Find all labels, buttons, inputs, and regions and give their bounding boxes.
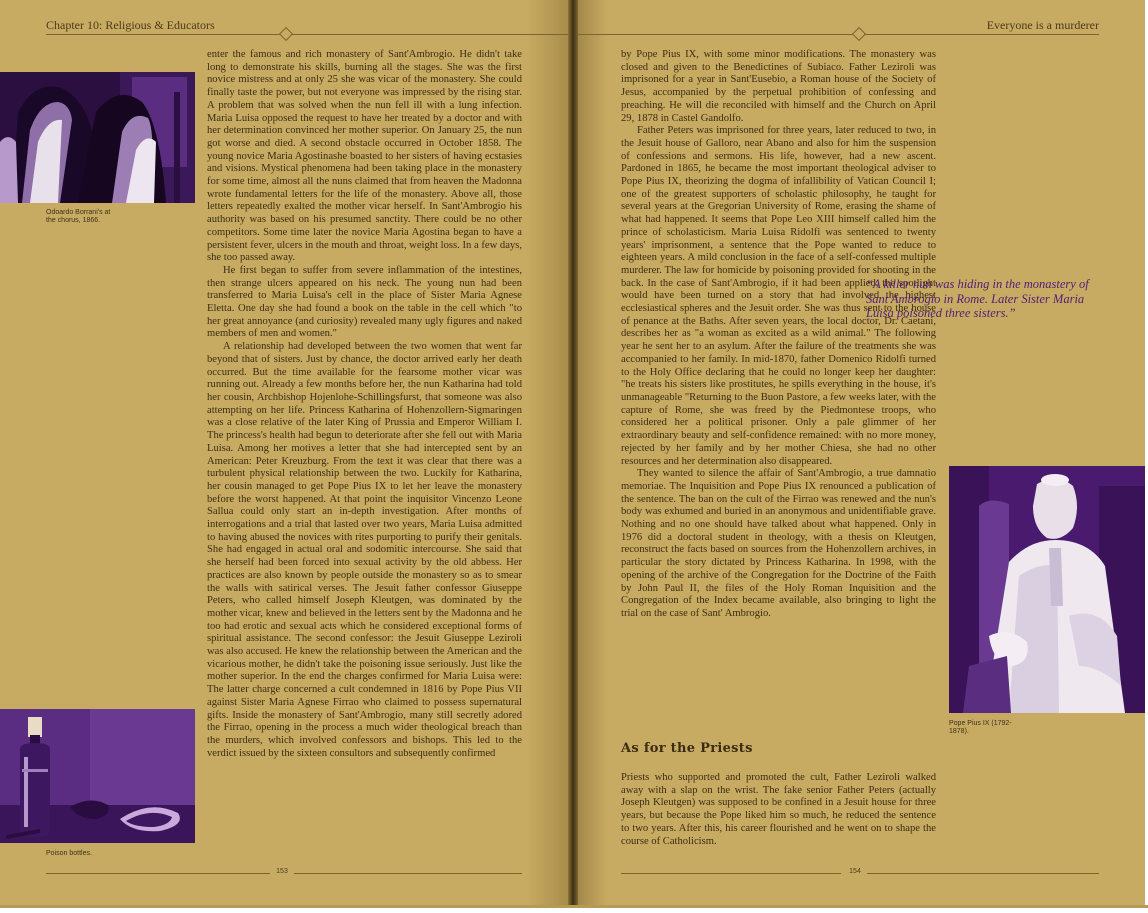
page-number: 154 bbox=[849, 868, 861, 875]
footer-rule bbox=[46, 873, 270, 874]
pope-portrait-image bbox=[949, 466, 1145, 713]
left-body-column bbox=[207, 49, 522, 864]
header-rule bbox=[46, 34, 280, 35]
section-heading: As for the Priests bbox=[621, 741, 753, 756]
header-rule bbox=[291, 34, 572, 35]
page-number: 153 bbox=[276, 868, 288, 875]
section-body bbox=[621, 772, 936, 862]
poison-bottles-image bbox=[0, 709, 195, 843]
chorus-caption: Odoardo Borrani's at the chorus, 1866. bbox=[46, 209, 111, 224]
body-paragraph: enter the famous and rich monastery of Sant'Ambrogio. He didn't take long to demonstrate his skills, burning all the stages. She was the first novice mistress and at only 25 she was vicar of the monastery. She could finally taste the power, but not everyone was impressed by the rising star. A problem that was solved when the nun fell ill with a lung infection. Maria Luisa opposed the request to have her treated by a doctor and with her determination convinced her mother superior. On January 25, the nun got worse and died. A second obstacle occurred in October 1858. The young novice Maria Agostinashe boasted to her sisters of having ecstasies and visions. Mystical phenomena had been taking place in the monastery for some time, almost all the nuns claimed that from heaven the Madonna wrote fundamental letters for the life of the monastery. Above all, those letters repeatedly exalted the mother vicar herself. In Sant'Ambrogio his authority was based on his presumed sanctity. There could be no other competitors. Some time later the novice Maria Agostina began to have a persistent fever, ulcers in the mouth and throat, weight loss. In a few days, she too passed away. bbox=[207, 49, 522, 264]
body-paragraph: by Pope Pius IX, with some minor modifications. The monastery was closed and given to the Benedictines of Subiaco. Father Leziroli was imprisoned for a year in Sant'Eusebio, a Roman house of the Society of Jesus, accompanied by the perpetual prohibition of confessing and preaching. He will die reconciled with himself and the Church on April 29, 1878 in Castel Gandolfo. bbox=[621, 49, 936, 124]
body-paragraph: Priests who supported and promoted the cult, Father Leziroli walked away with a slap on the wrist. The fake senior Father Peters (actually Joseph Kleutgen) was supposed to be confined in a Jesuit house for three years, but because the Pope liked him so much, he reduced the sentence to two years. After this, his career flourished and he went on to shape the course of Catholicism. bbox=[621, 772, 936, 847]
bottles-caption: Poison bottles. bbox=[46, 850, 92, 857]
right-body-column bbox=[621, 49, 936, 715]
footer-rule bbox=[867, 873, 1099, 874]
book-gutter bbox=[568, 0, 578, 908]
header-rule bbox=[864, 34, 1099, 35]
footer-rule bbox=[294, 873, 522, 874]
left-page bbox=[0, 0, 572, 908]
header-rule bbox=[573, 34, 853, 35]
pull-quote: “A killer nun was hiding in the monastery of Sant'Ambrogio in Rome. Later Sister Maria Luisa poisoned three sisters.” bbox=[866, 277, 1089, 320]
running-head: Chapter 10: Religious & Educators bbox=[46, 18, 215, 32]
running-head: Everyone is a murderer bbox=[986, 18, 1099, 32]
right-page bbox=[573, 0, 1145, 908]
body-paragraph: A relationship had developed between the two women that went far beyond that of sisters. Just by chance, the doctor arrived early her death occurred. But the time available for the fearsome mother vicar was running out. Already a few months before her, the nun Katharina had told her cousin, Archbishop Hojenlohe-Schillingsfurst, that someone was also attempting on her life. Princess Katharina of Hohenzollern-Sigmaringen was a close relative of the later King of Prussia and Emperor William I. The princess's health had begun to deteriorate after she fell out with Maria Luisa. Among her motives a letter that she had intercepted sent by an American: Peter Kreuzburg. From the text it was clear that there was a turbulent physical relationship between the two. Luckily for Katharina, her cousin managed to get Pope Pius IX to let her leave the monastery before the worst happened. At that point the inquisitor Vincenzo Leone Sallua could only start an in-depth investigation. After months of interrogations and a trial that lasted over two years, Maria Luisa admitted to having abused the novices with rites purporting to purify their genitals. She had engaged in actual oral and sodomitic intercourse. She said that she herself had been forced into sexual activity by the old abbess. Her practices are also known by people outside the monastery so as to smear the walls with satirical verses. The Jesuit father confessor Giuseppe Peters, who called himself Joseph Kleutgen, was dominated by the mother vicar, knew and believed in the letters sent by the Madonna and he too had erotic and sexual acts which he considered exceptional forms of spiritual assistance. The second confessor: the Jesuit Giuseppe Leziroli was also accused. He knew the relationship between the American and the vicarious mother, he didn't take the poisoning issue seriously. Just like the mother superior. In the end the charges confirmed for Maria Luisa were: The latter charge concerned a cult condemned in 1816 by Pope Pius VII against Sister Maria Agnese Firrao who claimed to possess supernatural gifts. Inside the monastery of Sant'Ambrogio, many still secretly adored the Firrao, opening in the process a much wider theological breach than the murders, which involved confessors and bishops. This led to the verdict issued by the sixteen consultors and subsequently confirmed bbox=[207, 341, 522, 759]
footer-rule bbox=[621, 873, 841, 874]
pope-caption: Pope Pius IX (1792-1878). bbox=[949, 720, 1012, 735]
body-paragraph: Father Peters was imprisoned for three years, later reduced to two, in the Jesuit house of Galloro, near Abano and also for him the suspension of confessions and sermons. His life, however, had a new ascent. Pardoned in 1865, he became the most important theological adviser to Pope Pius IX, theorizing the dogma of infallibility of Vatican Council I; one of the greatest supporters of scholastic philosophy, he taught for several years at the Gregorian University of Rome, erasing the shame of what had happened. It seems that Pope Leo XIII himself called him the prince of scholasticism. Maria Luisa Ridolfi was sentenced to twenty years' imprisonment, a sentence that the Pope wanted to reduce to eighteen years. A mild conclusion in the face of a self-confessed multiple murderer. The law for homicide by poisoning provided for shooting in the back. In the case of Sant'Ambrogio, if it had been applied, the spotlight would have been turned on a story that had involved the highest ecclesiastical spheres and the Jesuit order. She was thus sent to the house of penance at the Baths. After seven years, the local doctor, Dr. Caetani, describes her as "a woman as excited as a wild animal." The following year he sent her to an asylum. After the failure of the treatments she was accompanied to her family. In mid-1870, father Domenico Ridolfi turned to the Holy Office declaring that he could no longer keep her daughter: "he treats his sisters like prostitutes, he spills everything in the house, it's unmanageable "Returning to the Buon Pastore, a few weeks later, with the capture of Rome, she was freed by the Piedmontese troops, who considered her a political prisoner. Only a pale glimmer of her extraordinary beauty and self-confidence remained: with no more money, rejected by her family and by her mother Chiesa, she had no other resources and her determination also disappeared. bbox=[621, 125, 936, 467]
chorus-painting-image bbox=[0, 72, 195, 203]
body-paragraph: He first began to suffer from severe inflammation of the intestines, then strange ulcers appeared on his neck. The young nun had been transferred to Maria Luisa's cell in the place of Sister Maria Agnese Eletta. One day she had found a book on the table in the cell which "to her great annoyance (and curiosity) revealed many ugly figures and naked members of men and women." bbox=[207, 264, 522, 340]
page-edge bbox=[0, 905, 1148, 908]
body-paragraph: They wanted to silence the affair of Sant'Ambrogio, a true damnatio memoriae. The Inquisition and Pope Pius IX renounced a publication of the sentence. The ban on the cult of the Firrao was renewed and the nun's body was exhumed and buried in an anonymous and unidentifiable grave. Nothing and no one should have talked about what happened. Only in 1976 did a doctoral student in theology, with a thesis on Kleutgen, reconstruct the facts based on sources from the Hohenzollern archives, in particular the story dictated by Princess Katharina. In 1998, with the opening of the archive of the Congregation for the Doctrine of the Faith by John Paul II, the files of the Holy Roman Inquisition and the Congregation of the Index became available, also bringing to light the trial on the case of Sant' Ambrogio. bbox=[621, 468, 936, 619]
